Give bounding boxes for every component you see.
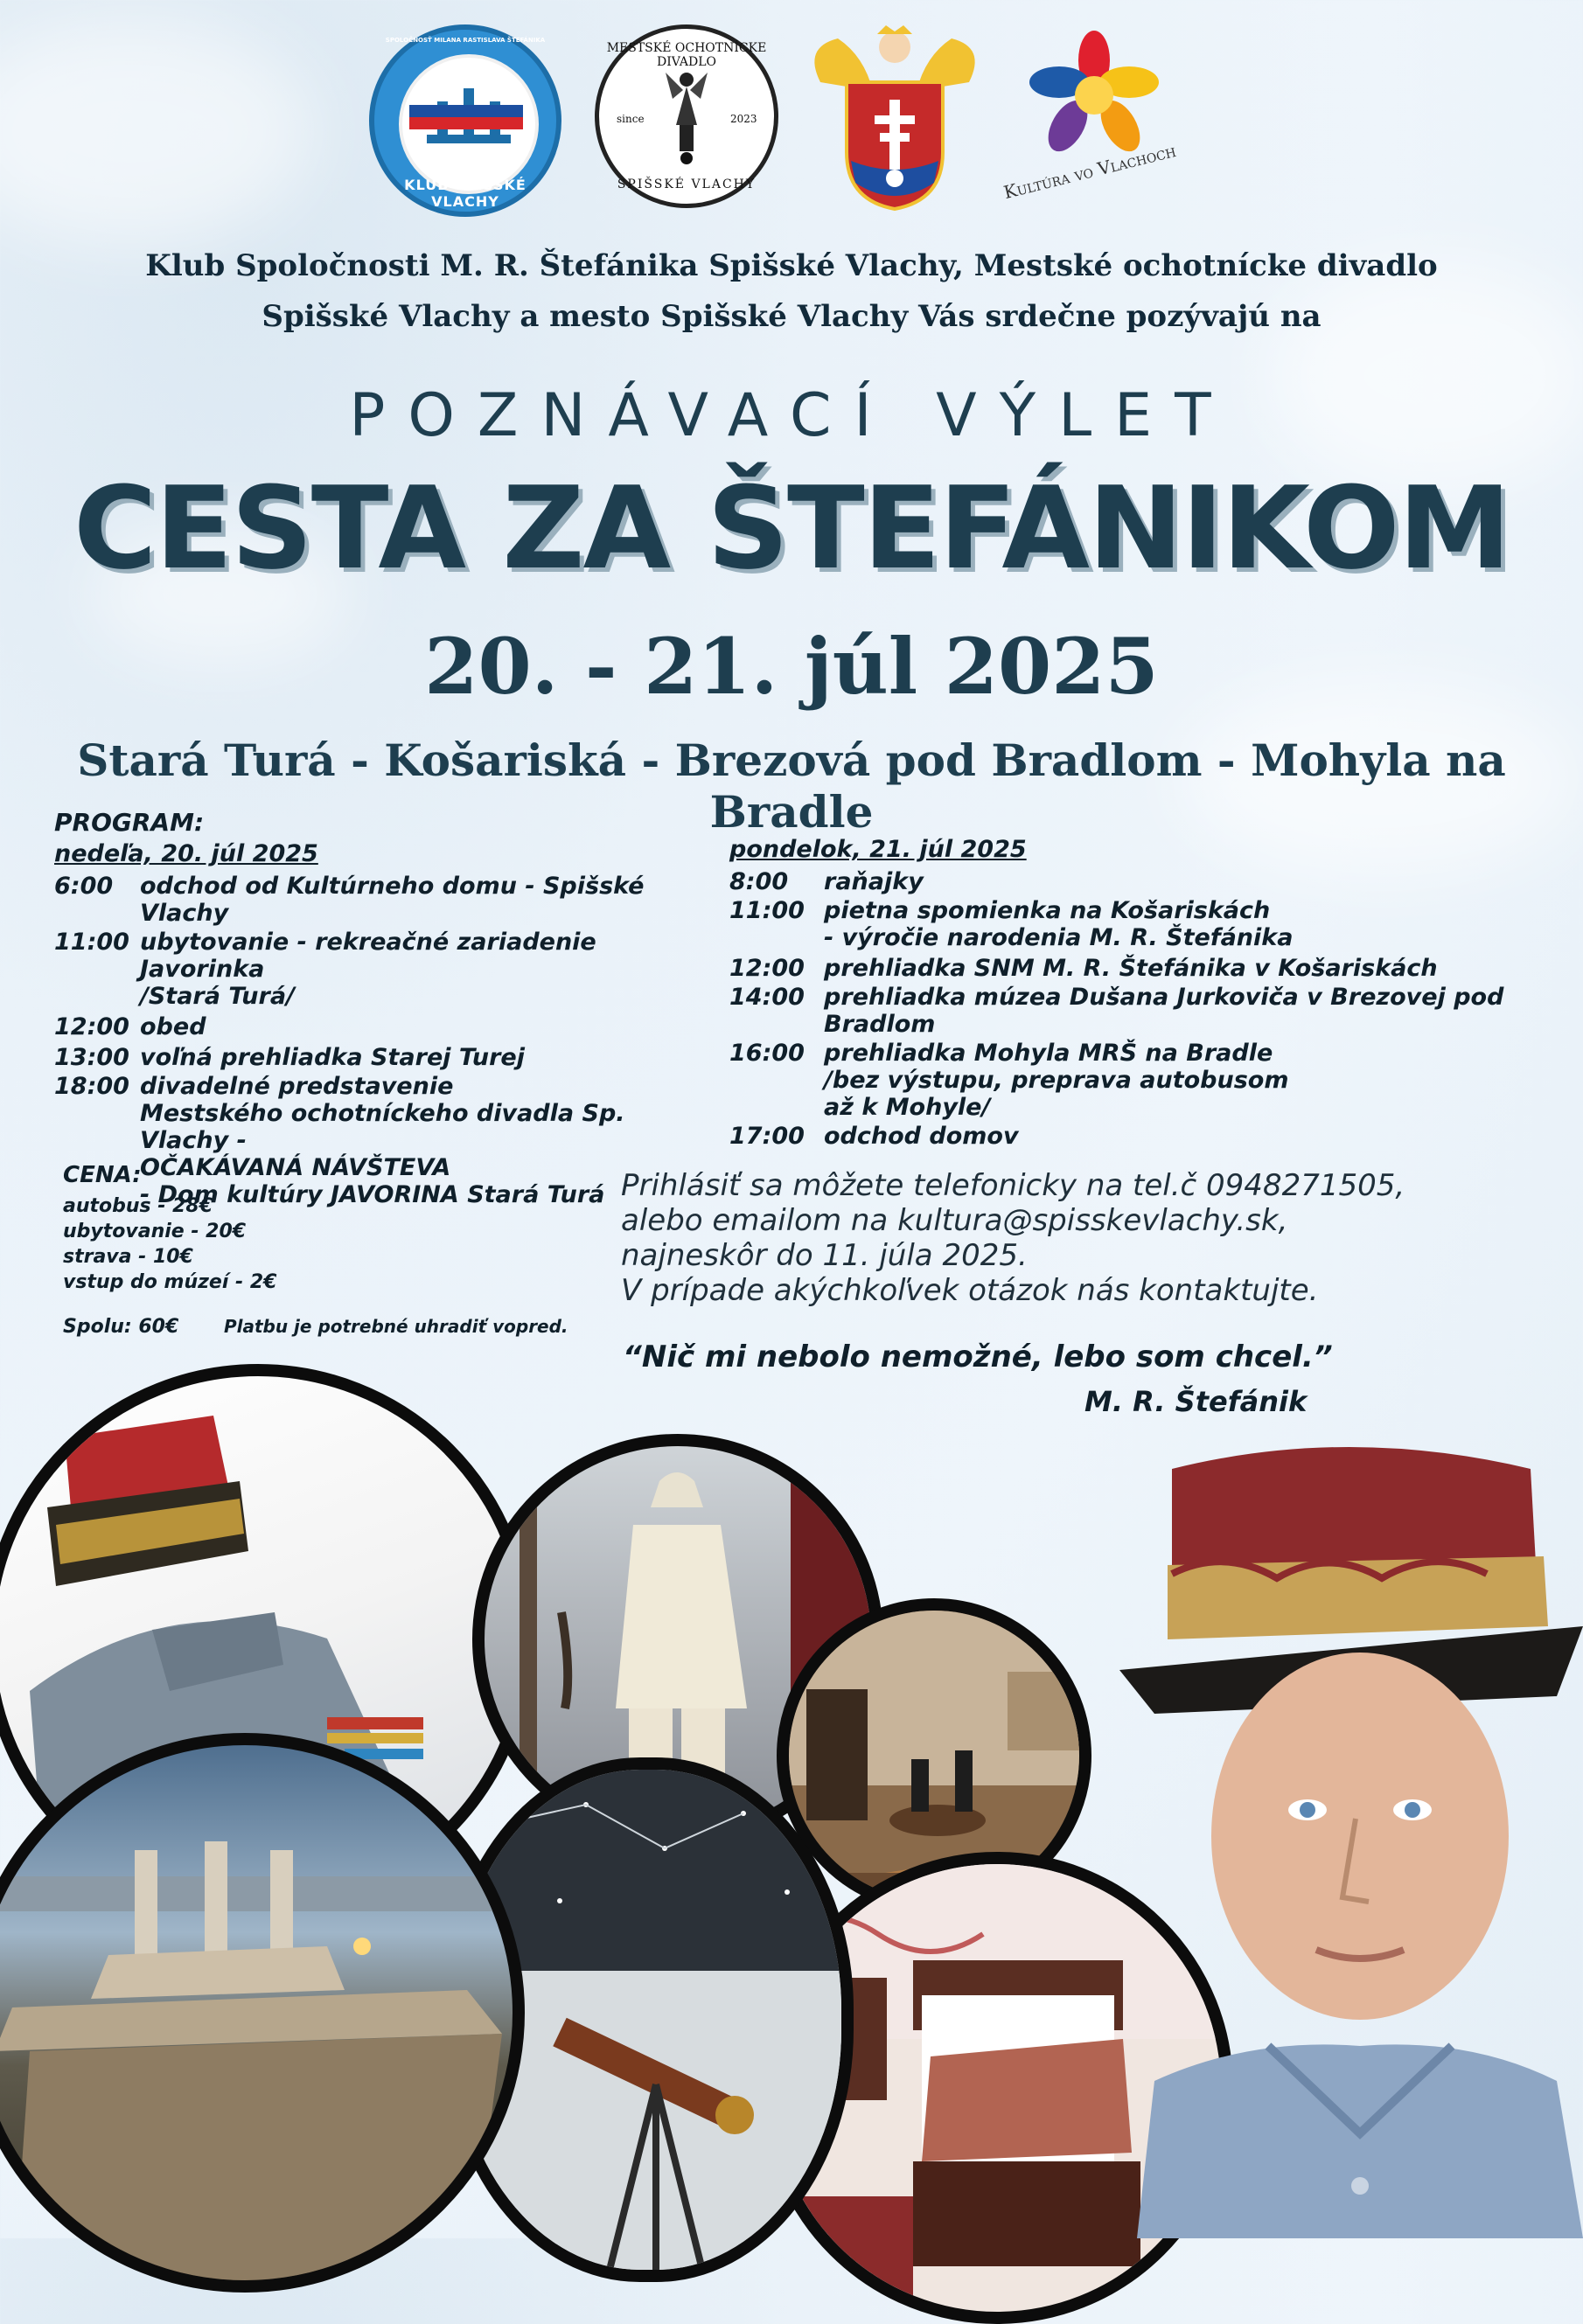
program-text: odchod domov [824,1123,1019,1150]
event-date: 20. - 21. júl 2025 [424,621,1159,712]
program-row [54,1013,701,1040]
program-row [729,1123,1569,1150]
program-row [729,868,1569,895]
coat-of-arms-icon [803,21,987,213]
program-text: prehliadka múzea Dušana Jurkoviča v Brezovej pod Bradlom [824,984,1504,1038]
klub-ring-text: KLUB SPIŠSKÉ VLACHY [404,177,527,210]
logo-row [0,21,1583,231]
day1-label: nedeľa, 20. júl 2025 [54,840,318,867]
price-item: autobus - 28€ [63,1195,213,1217]
price-block [63,1163,568,1339]
program-text: odchod od Kultúrneho domu - Spišské Vlachy [140,873,645,927]
program-day1 [54,808,701,1208]
flower-icon [1029,30,1160,161]
route: Stará Turá - Košariská - Brezová pod Bradlom - Mohyla na Bradle [77,734,1506,838]
klub-top-text: SPOLOČNOSŤ MILANA RASTISLAVA ŠTEFÁNIKA [385,37,546,44]
program-text: ubytovanie - rekreačné zariadenie Javorinka /Stará Turá/ [140,929,596,1010]
program-row [729,897,1569,951]
program-heading: PROGRAM: [54,808,205,837]
program-time: 17:00 [729,1123,805,1150]
main-title: CESTA ZA ŠTEFÁNIKOM [73,462,1510,595]
program-day2 [729,832,1569,1150]
program-time: 18:00 [54,1073,129,1100]
program-time: 8:00 [729,868,789,895]
day2-items [729,868,1569,1150]
program-row [729,955,1569,982]
program-text: divadelné predstavenie Mestského ochotníckeho divadla Sp. Vlachy - OČAKÁVANÁ NÁVŠTEVA - Dom kultúry JAVORINA Stará Turá [140,1073,625,1208]
program-text: prehliadka Mohyla MRŠ na Bradle /bez výstupu, preprava autobusom až k Mohyle/ [824,1040,1289,1121]
city-coat-of-arms [803,21,987,213]
program-time: 11:00 [54,929,129,956]
program-text: prehliadka SNM M. R. Štefánika v Košariskách [824,955,1438,982]
program-time: 11:00 [729,897,805,924]
intro-line-1: Klub Spoločnosti M. R. Štefánika Spišské Vlachy, Mestské ochotnícke divadlo [145,248,1438,283]
kultura-caption: Kultúra vo Vlachoch [1001,139,1178,204]
program-text: obed [140,1013,206,1040]
contact-note: V prípade akýchkoľvek otázok nás kontaktujte. [621,1273,1319,1308]
stefanik-portrait [1119,1434,1583,2238]
divadlo-bottom-text: SPIŠSKÉ VLACHY [617,177,757,191]
price-item: strava - 10€ [63,1246,193,1268]
contact-deadline: najneskôr do 11. júla 2025. [621,1238,1028,1273]
divadlo-logo [595,24,778,208]
price-heading: CENA: [63,1162,142,1188]
contact-block [621,1168,1405,1308]
price-item: ubytovanie - 20€ [63,1221,247,1242]
kultura-logo [985,30,1195,231]
cloud-decoration [1268,262,1583,490]
program-time: 12:00 [729,955,805,982]
program-row [729,1040,1569,1121]
program-text: voľná prehliadka Starej Turej [140,1044,525,1071]
mohyla-image [0,1745,525,2293]
program-row [729,984,1569,1038]
program-time: 16:00 [729,1040,805,1067]
intro-line-2: Spišské Vlachy a mesto Spišské Vlachy Vás srdečne pozývajú na [262,299,1321,334]
price-note: Platbu je potrebné uhradiť vopred. [223,1316,568,1337]
flag-band-blue [409,105,523,117]
program-row [54,873,701,927]
program-text: raňajky [824,868,924,895]
program-row [54,1044,701,1071]
divadlo-top-text: MESTSKÉ OCHOTNÍCKE DIVADLO [606,41,767,69]
program-text: pietna spomienka na Košariskách - výročie narodenia M. R. Štefánika [824,897,1294,951]
program-row [54,929,701,1010]
quote-author: M. R. Štefánik [1084,1385,1308,1418]
angel-statue-icon [660,64,713,169]
price-item: vstup do múzeí - 2€ [63,1271,277,1293]
flag-band-red [409,117,523,129]
program-time: 14:00 [729,984,805,1011]
contact-email: alebo emailom na kultura@spisskevlachy.sk, [621,1203,1288,1238]
subtitle: POZNÁVACÍ VÝLET [349,381,1234,450]
program-time: 6:00 [54,873,114,900]
program-time: 13:00 [54,1044,129,1071]
day2-label: pondelok, 21. júl 2025 [729,836,1027,863]
quote-text: “Nič mi nebolo nemožné, lebo som chcel.” [623,1339,1333,1374]
program-time: 12:00 [54,1013,129,1040]
klub-smrs-logo [369,24,561,217]
divadlo-since: since [617,113,645,125]
price-total: Spolu: 60€ [63,1316,179,1338]
contact-phone: Prihlásiť sa môžete telefonicky na tel.č 0948271505, [621,1168,1405,1203]
portrait-image [1119,1434,1583,2238]
day1-items [54,873,701,1208]
divadlo-year: 2023 [730,113,757,125]
